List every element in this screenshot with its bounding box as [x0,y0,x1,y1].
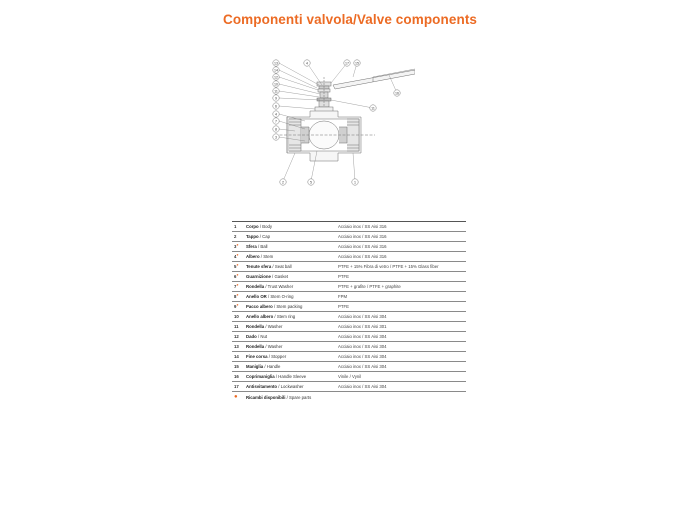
svg-text:4: 4 [306,61,308,66]
stem-assembly [315,77,333,113]
handle [333,69,415,89]
table-row [232,322,466,332]
part-name: Tenute sfera / Seat ball [246,262,338,272]
part-number: 9● [232,302,246,312]
part-number: 17 [232,382,246,392]
part-number: 5● [232,262,246,272]
part-name: Dado / Nut [246,332,338,342]
spare-part-marker: ● [234,394,238,400]
svg-text:13: 13 [274,61,278,66]
part-number: 12 [232,332,246,342]
part-number: 3● [232,242,246,252]
table-row [232,222,466,232]
balloon-7 [273,118,279,124]
part-name: Fine corsa / Stopper [246,352,338,362]
part-name: Guarnizione / Gasket [246,272,338,282]
balloon-4-left [273,111,279,117]
part-material: Acciaio inox / SS Aisi 304 [338,342,466,352]
spare-parts-note: ● Ricambi disponibili / Spare parts [234,394,312,400]
part-number: 6● [232,272,246,282]
spare-part-marker: ● [236,273,239,277]
table-row [232,262,466,272]
part-number: 1 [232,222,246,232]
table-row [232,352,466,362]
balloon-2 [280,179,286,185]
balloon-6 [273,103,279,109]
svg-text:17: 17 [345,61,349,66]
part-material: FPM [338,292,466,302]
spare-part-marker: ● [236,303,239,307]
table-row [232,332,466,342]
svg-text:11: 11 [371,106,375,111]
part-name: Anello albero / Stem ring [246,312,338,322]
part-material: Acciaio inox / SS Aisi 304 [338,352,466,362]
part-number: 14 [232,352,246,362]
part-number: 13 [232,342,246,352]
balloon-13 [273,60,279,66]
balloon-15 [354,60,360,66]
part-material: Acciaio inox / SS Aisi 316 [338,242,466,252]
spare-part-marker: ● [236,263,239,267]
balloon-8 [273,126,279,132]
part-number: 2 [232,232,246,242]
part-material: PTFE [338,302,466,312]
part-material: Acciaio inox / SS Aisi 316 [338,232,466,242]
svg-text:8: 8 [275,127,277,132]
balloon-9 [273,95,279,101]
table-row [232,252,466,262]
svg-text:2: 2 [282,180,284,185]
part-material: PTFE [338,272,466,282]
page-title: Componenti valvola/Valve components [222,12,478,27]
part-number: 16 [232,372,246,382]
spare-part-marker: ● [236,243,239,247]
part-number: 10 [232,312,246,322]
part-name: Rondella / Washer [246,342,338,352]
balloon-17 [344,60,350,66]
svg-text:5: 5 [310,180,312,185]
balloon-4-top [304,60,310,66]
part-name: Sfera / Ball [246,242,338,252]
balloon-1 [352,179,358,185]
valve-body [275,111,375,161]
part-material: Acciaio inox / SS Aisi 304 [338,312,466,322]
spare-part-marker: ● [236,283,239,287]
components-table [232,221,466,402]
balloon-10 [273,81,279,87]
part-material: Acciaio inox / SS Aisi 316 [338,252,466,262]
balloon-11-right [370,105,376,111]
table-row [232,242,466,252]
table-row [232,232,466,242]
part-number: 15 [232,362,246,372]
svg-text:14: 14 [274,68,278,73]
part-number: 4● [232,252,246,262]
spare-part-marker: ● [236,293,239,297]
part-name: Rondella / Trust Washer [246,282,338,292]
part-name: Anello OR / Stem O-ring [246,292,338,302]
balloon-16 [394,90,400,96]
part-material: Acciaio inox / SS Aisi 304 [338,382,466,392]
part-material: Acciaio inox / SS Aisi 304 [338,332,466,342]
table-row [232,312,466,322]
balloon-12 [273,74,279,80]
part-number: 11 [232,322,246,332]
table-row [232,342,466,352]
table-row [232,382,466,392]
spare-part-marker: ● [236,253,239,257]
part-number: 7● [232,282,246,292]
svg-text:4: 4 [275,112,277,117]
part-material: PTFE + 15% Fibra di vetro / PTFE + 15% Glass fiber [338,262,466,272]
part-name: Maniglia / Handle [246,362,338,372]
part-material: Acciaio inox / SS Aisi 304 [338,362,466,372]
table-row [232,272,466,282]
table-row [232,282,466,292]
svg-text:10: 10 [274,82,278,87]
part-number: 8● [232,292,246,302]
table-row [232,292,466,302]
svg-text:11: 11 [274,89,278,94]
svg-text:15: 15 [355,61,359,66]
balloon-14 [273,67,279,73]
part-name: Coprimaniglia / Handle Sleeve [246,372,338,382]
svg-text:9: 9 [275,96,277,101]
svg-text:16: 16 [395,91,399,96]
svg-text:6: 6 [275,104,277,109]
part-material: PTFE + grafite / PTFE + graphite [338,282,466,292]
part-material: Vinile / Vynil [338,372,466,382]
part-name: Antisvitamento / Lockwasher [246,382,338,392]
valve-cross-section-drawing [265,55,415,190]
part-name: Tappo / Cap [246,232,338,242]
svg-text:3: 3 [275,135,277,140]
table-row [232,362,466,372]
balloon-5 [308,179,314,185]
part-name: Pacco albero / Stem packing [246,302,338,312]
balloon-11-left [273,88,279,94]
balloon-3 [273,134,279,140]
part-material: Acciaio inox / SS Aisi 316 [338,222,466,232]
svg-text:7: 7 [275,119,277,124]
svg-text:1: 1 [354,180,356,185]
svg-text:12: 12 [274,75,278,80]
part-name: Albero / Stem [246,252,338,262]
table-row [232,302,466,312]
table-row [232,372,466,382]
part-name: Rondella / Washer [246,322,338,332]
part-name: Corpo / Body [246,222,338,232]
part-material: Acciaio inox / SS Aisi 301 [338,322,466,332]
